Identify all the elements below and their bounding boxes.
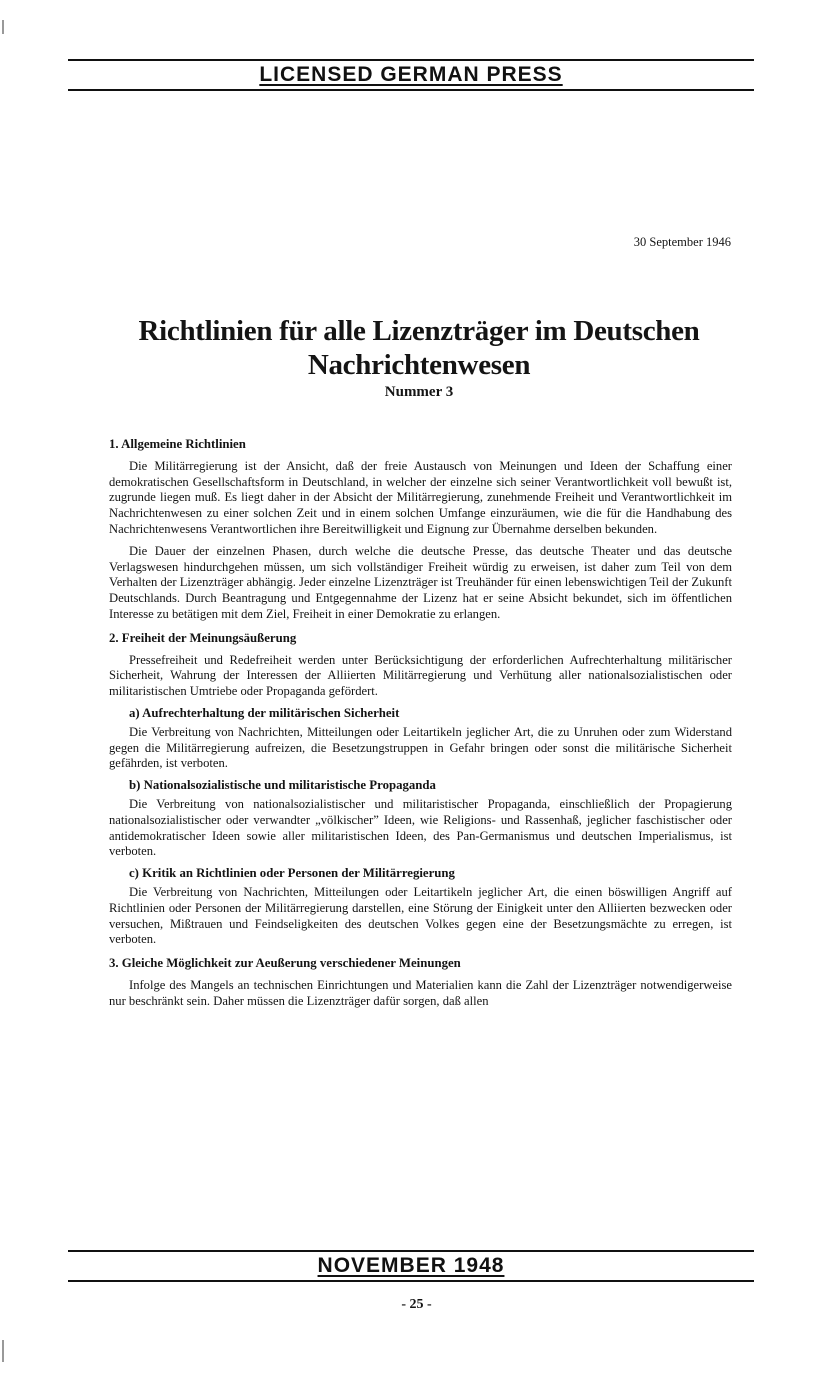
paragraph: Infolge des Mangels an technischen Einrichtungen und Materialien kann die Zahl der Lizenzträger notwendigerweise nur beschränkt sein. Daher müssen die Lizenzträger dafür sorgen, daß allen (109, 977, 732, 1008)
section-heading: 3. Gleiche Möglichkeit zur Aeußerung verschiedener Meinungen (109, 956, 461, 971)
paragraph: Die Verbreitung von Nachrichten, Mitteilungen oder Leitartikeln jeglicher Art, die einen böswilligen Angriff auf Richtlinien oder Personen der Militärregierung darstellen, eine Störung der Einigkeit unter den Alliierten bezwecken oder versuchen, Mißtrauen und Feindseligkeiten des deutschen Volkes gegen eine der Besetzungsmächte zu erregen, ist verboten. (109, 884, 732, 947)
paragraph: Die Dauer der einzelnen Phasen, durch welche die deutsche Presse, das deutsche Theater und das deutsche Verlagswesen hindurchgehen müssen, um sich vollständiger Freiheit würdig zu erweisen, ist daher zum Teil von dem Verhalten der Lizenzträger abhängig. Jeder einzelne Lizenzträger ist Treuhänder für einen lebenswichtigen Teil der Zukunft Deutschlands. Durch Beantragung und Entgegennahme der Lizenz hat er seine Absicht bekundet, sich im öffentlichen Interesse zu betätigen mit dem Ziel, Freiheit in einer Demokratie zu erlangen. (109, 543, 732, 621)
subsection-c (109, 866, 732, 948)
page-number: - 25 - (401, 1297, 432, 1312)
subsection-heading: c) Kritik an Richtlinien oder Personen der Militärregierung (129, 866, 455, 881)
scan-margin-mark (2, 1340, 4, 1362)
section-3 (109, 956, 732, 1009)
paragraph: Pressefreiheit und Redefreiheit werden unter Berücksichtigung der erforderlichen Aufrechterhaltung militärischer Sicherheit, Wahrung der Interessen der Alliierten Militärregierung und Verhütung aller nationalsozialistischen oder militaristischen Umtriebe oder Propaganda gefördert. (109, 652, 732, 699)
section-heading: 2. Freiheit der Meinungsäußerung (109, 630, 297, 645)
subsection-b (109, 778, 732, 860)
document-title: Richtlinien für alle Lizenzträger im Deutschen Nachrichtenwesen (138, 315, 700, 381)
section-2 (109, 631, 732, 948)
paragraph: Die Verbreitung von Nachrichten, Mitteilungen oder Leitartikeln jeglicher Art, die zu Unruhen oder zum Widerstand gegen die Militärregierung aufreizen, die Besetzungstruppen in Gefahr bringen oder sonst die militärische Sicherheit gefährden, ist verboten. (109, 724, 732, 771)
subsection-heading: b) Nationalsozialistische und militaristische Propaganda (129, 778, 436, 793)
subsection-a (109, 706, 732, 772)
paragraph: Die Verbreitung von nationalsozialistischer und militaristischer Propaganda, einschließlich der Propagierung nationalsozialistischer oder verwandter „völkischer” Ideen, wie Religions- und Rassenhaß, jeglicher faschistischer oder antidemokratischer Ideen sowie aller militaristischen Ideen, des Pan-Germanismus und deutschen Imperialismus, ist verboten. (109, 796, 732, 859)
header-banner (68, 59, 754, 91)
section-heading: 1. Allgemeine Richtlinien (109, 437, 246, 451)
footer-banner-text: NOVEMBER 1948 (317, 1254, 505, 1277)
header-banner-text: LICENSED GERMAN PRESS (259, 63, 563, 86)
document-subtitle: Nummer 3 (384, 384, 454, 400)
section-1 (109, 437, 732, 623)
document-date: 30 September 1946 (633, 235, 731, 249)
subsection-heading: a) Aufrechterhaltung der militärischen Sicherheit (129, 705, 400, 720)
scan-margin-mark (2, 20, 4, 34)
paragraph: Die Militärregierung ist der Ansicht, daß der freie Austausch von Meinungen und Ideen der Schaffung einer demokratischen Gesellschaftsform in Deutschland, in welcher der einzelne sich seiner Verantwortlichkeit voll bewußt ist, zugrunde liegen muß. Es liegt daher in der Absicht der Militärregierung, zunehmende Freiheit und Verantwortlichkeit im Nachrichtenwesen zu einer solchen Zeit und in einem solchen Umfange einzuräumen, wie die für die Handhabung des Nachrichtenwesens Verantwortlichen ihre Bereitwilligkeit und Eignung zur Übernahme derselben bekunden. (109, 458, 732, 536)
footer-banner (68, 1250, 754, 1282)
document-body (109, 437, 732, 1018)
